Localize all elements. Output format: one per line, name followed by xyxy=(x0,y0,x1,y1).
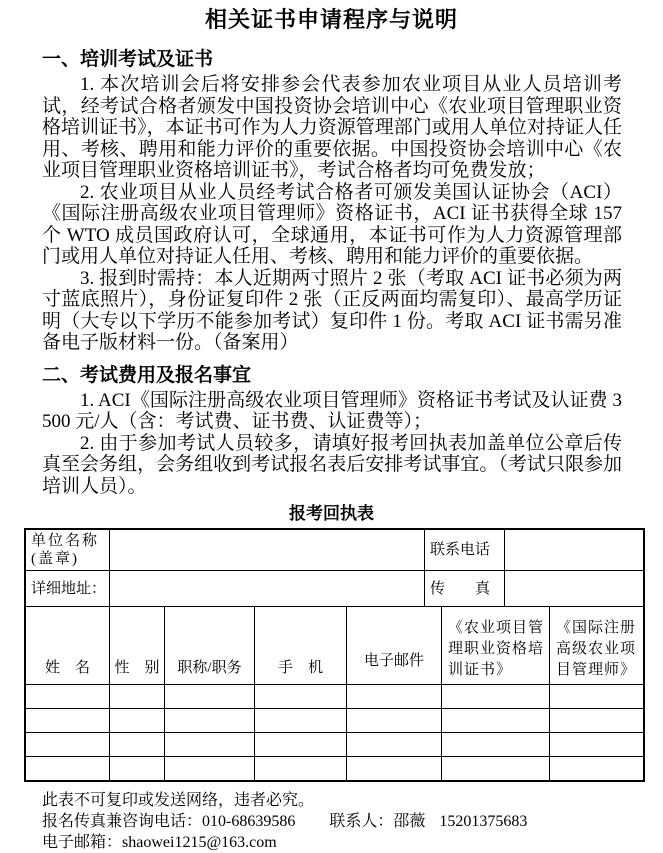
applicant-aci-cert-cell[interactable] xyxy=(550,709,643,733)
address-input-cell[interactable] xyxy=(110,571,425,607)
fax-phone-number: 010-68639586 xyxy=(202,813,296,830)
column-header-job-title: 职称/职务 xyxy=(165,607,255,685)
fax-input-cell[interactable] xyxy=(505,571,643,607)
applicant-mobile-cell[interactable] xyxy=(255,757,347,780)
applicant-gender-cell[interactable] xyxy=(110,685,165,709)
applicant-email-cell[interactable] xyxy=(347,733,442,757)
applicant-training-cert-cell[interactable] xyxy=(442,757,550,780)
applicant-training-cert-cell[interactable] xyxy=(442,709,550,733)
document-body xyxy=(42,48,622,497)
column-header-aci-certificate: 《国际注册高级农业项目管理师》 xyxy=(550,607,643,685)
applicant-aci-cert-cell[interactable] xyxy=(550,733,643,757)
applicant-aci-cert-cell[interactable] xyxy=(550,685,643,709)
applicant-aci-cert-cell[interactable] xyxy=(550,757,643,780)
applicant-gender-cell[interactable] xyxy=(110,709,165,733)
form-title: 报考回执表 xyxy=(289,504,374,523)
contact-line xyxy=(42,811,663,832)
column-header-email: 电子邮件 xyxy=(347,607,442,685)
section-1-heading: 一、培训考试及证书 xyxy=(42,49,214,70)
contact-person-phone: 15201375683 xyxy=(439,813,528,830)
column-header-gender: 性 别 xyxy=(110,607,165,685)
section-1-paragraph-3: 3. 报到时需持：本人近期两寸照片 2 张（考取 ACI 证书必须为两寸蓝底照片），身份证复印件 2 张（正反两面均需复印）、最高学历证明（大专以下学历不能参加考试）复印件 1 份。考取 ACI 证书需另准备电子版材料一份。（备案用） xyxy=(42,267,622,353)
column-header-mobile: 手 机 xyxy=(255,607,347,685)
applicant-email-cell[interactable] xyxy=(347,685,442,709)
registration-form-table xyxy=(24,528,645,782)
applicant-name-cell[interactable] xyxy=(26,685,110,709)
contact-phone-label: 联系电话 xyxy=(425,530,505,571)
email-label: 电子邮箱： xyxy=(42,834,123,851)
section-1-paragraph-1: 1. 本次培训会后将安排参会代表参加农业项目从业人员培训考试，经考试合格者颁发中国投资协会培训中心《农业项目管理职业资格培训证书》，本证书可作为人力资源管理部门或用人单位对持证人任用、考核、聘用和能力评价的重要依据。中国投资协会培训中心《农业项目管理职业资格培训证书》，考试合格者均可免费发放； xyxy=(42,74,622,181)
email-address: shaowei1215@163.com xyxy=(122,834,277,851)
applicant-gender-cell[interactable] xyxy=(110,733,165,757)
unit-name-label-line2: (盖章) xyxy=(31,551,79,567)
applicant-mobile-cell[interactable] xyxy=(255,709,347,733)
unit-name-input-cell[interactable] xyxy=(110,530,425,571)
section-2-paragraph-1: 1. ACI《国际注册高级农业项目管理师》资格证书考试及认证费 3500 元/人（含：考试费、证书费、认证费等）； xyxy=(42,389,622,432)
fax-label: 传 真 xyxy=(425,571,505,607)
unit-name-label xyxy=(26,530,110,571)
applicant-name-cell[interactable] xyxy=(26,709,110,733)
column-header-name: 姓 名 xyxy=(26,607,110,685)
applicant-email-cell[interactable] xyxy=(347,709,442,733)
applicant-mobile-cell[interactable] xyxy=(255,685,347,709)
applicant-mobile-cell[interactable] xyxy=(255,733,347,757)
section-1-paragraph-2: 2. 农业项目从业人员经考试合格者可颁发美国认证协会（ACI）《国际注册高级农业项目管理师》资格证书，ACI 证书获得全球 157 个 WTO 成员国政府认可，全球通用，本证书可作为人力资源管理部门或用人单位对持证人任用、考核、聘用和能力评价的重要依据。 xyxy=(42,181,622,267)
applicant-gender-cell[interactable] xyxy=(110,757,165,780)
applicant-job-title-cell[interactable] xyxy=(165,685,255,709)
section-2-heading: 二、考试费用及报名事宜 xyxy=(42,364,252,386)
no-copy-note: 此表不可复印或发送网络，违者必究。 xyxy=(42,792,315,809)
applicant-email-cell[interactable] xyxy=(347,757,442,780)
column-header-training-certificate: 《农业项目管理职业资格培训证书》 xyxy=(442,607,550,685)
unit-name-label-line1: 单位名称 xyxy=(31,533,100,549)
fax-phone-label: 报名传真兼咨询电话： xyxy=(42,813,203,830)
email-line xyxy=(42,832,663,853)
section-2-paragraph-2: 2. 由于参加考试人员较多，请填好报考回执表加盖单位公章后传真至会务组，会务组收到考试报名表后安排考试事宜。（考试只限参加培训人员）。 xyxy=(42,432,622,497)
address-label: 详细地址： xyxy=(26,571,110,607)
applicant-job-title-cell[interactable] xyxy=(165,709,255,733)
contact-person-name: 邵薇 xyxy=(393,813,426,830)
applicant-job-title-cell[interactable] xyxy=(165,733,255,757)
contact-person-label: 联系人： xyxy=(329,813,394,830)
document-title: 相关证书申请程序与说明 xyxy=(204,7,458,32)
contact-phone-input-cell[interactable] xyxy=(505,530,643,571)
applicant-name-cell[interactable] xyxy=(26,733,110,757)
applicant-name-cell[interactable] xyxy=(26,757,110,780)
applicant-training-cert-cell[interactable] xyxy=(442,733,550,757)
applicant-training-cert-cell[interactable] xyxy=(442,685,550,709)
applicant-job-title-cell[interactable] xyxy=(165,757,255,780)
document-footer xyxy=(42,790,663,853)
